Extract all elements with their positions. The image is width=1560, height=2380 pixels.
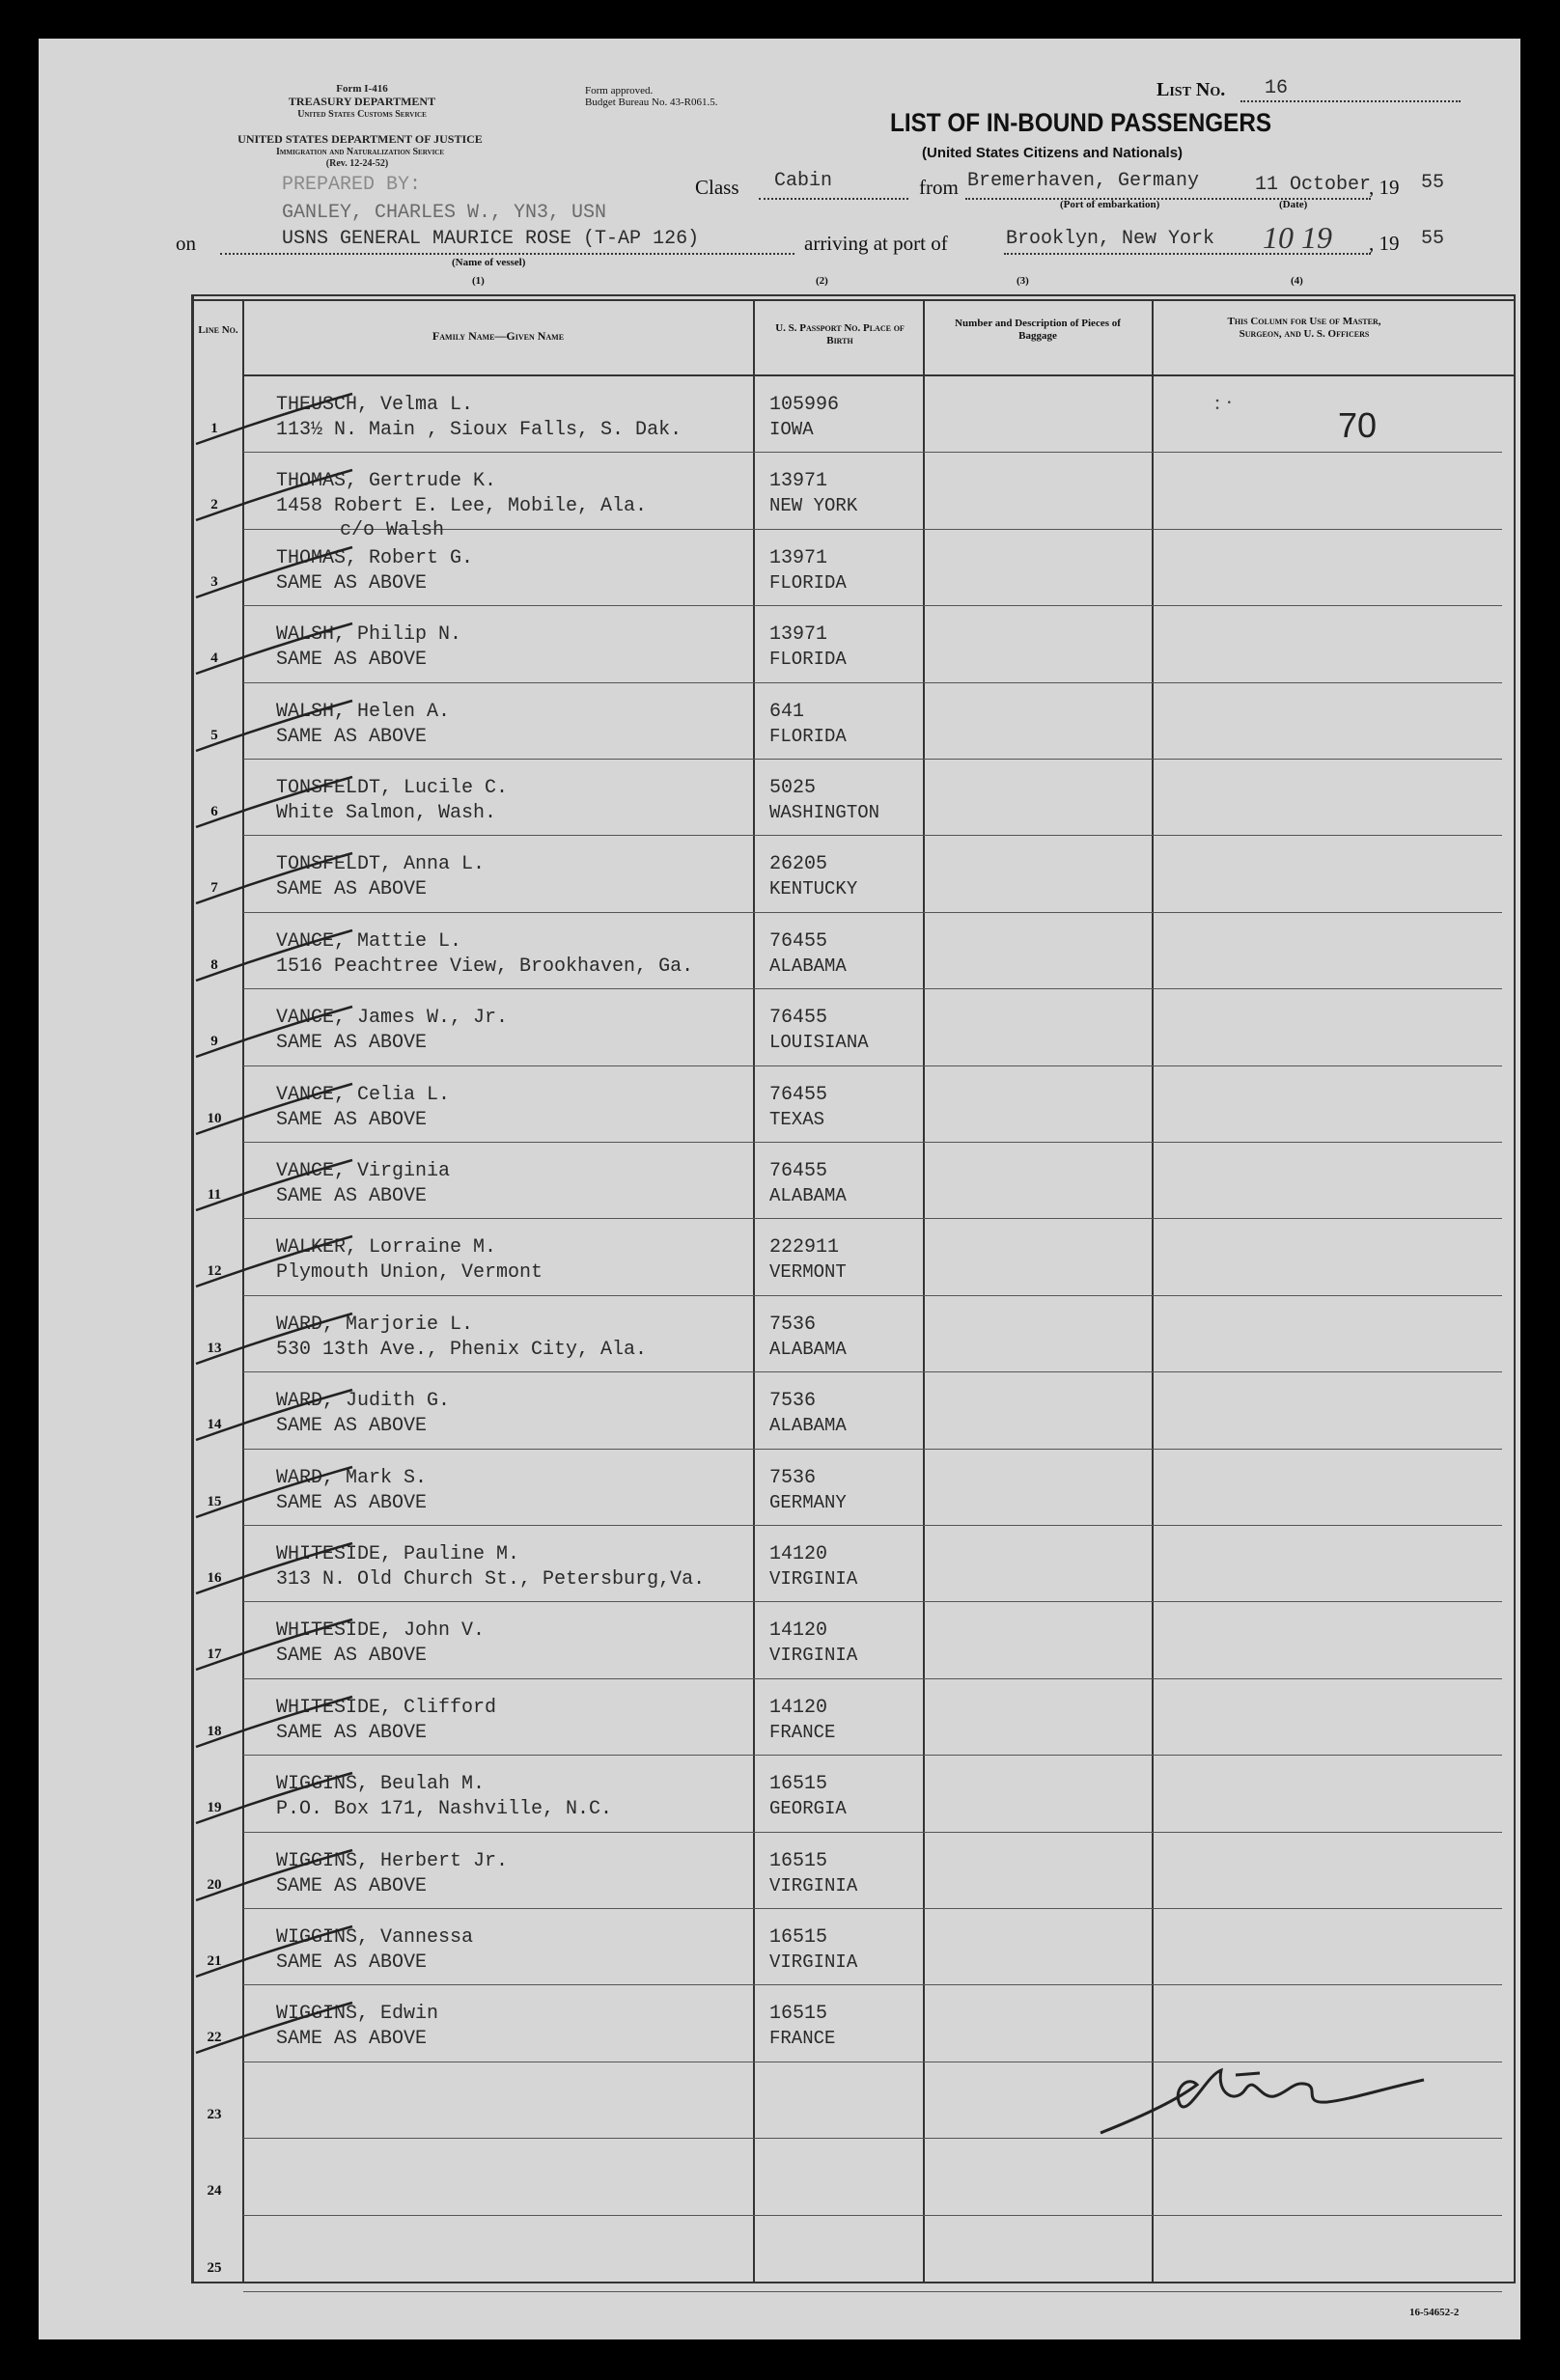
form-approved: Form approved. — [585, 85, 654, 97]
passenger-address: White Salmon, Wash. — [276, 802, 497, 824]
line-number: 1 — [210, 421, 218, 436]
line-number: 7 — [210, 880, 218, 897]
inspector-signature — [1091, 2046, 1438, 2143]
vessel-name: USNS GENERAL MAURICE ROSE (T-AP 126) — [282, 228, 700, 250]
year-1: 55 — [1421, 172, 1445, 194]
department-of-justice: UNITED STATES DEPARTMENT OF JUSTICE — [237, 132, 483, 146]
official-dots: : · — [1214, 390, 1233, 414]
passenger-name: WHITESIDE, Pauline M. — [276, 1543, 520, 1565]
passenger-name: WALSH, Philip N. — [276, 623, 462, 647]
official-count-mark: 70 — [1338, 405, 1378, 445]
passport-number: 222911 — [769, 1236, 840, 1259]
check-mark — [188, 999, 362, 1066]
row-rule — [243, 2291, 1502, 2292]
passenger-address: SAME AS ABOVE — [276, 1185, 428, 1207]
check-stroke — [196, 1084, 352, 1134]
check-mark — [188, 1076, 362, 1144]
list-no-value: 16 — [1265, 77, 1289, 99]
check-mark — [188, 462, 362, 530]
table-row — [193, 683, 1502, 760]
check-mark — [188, 1536, 362, 1603]
table-row — [193, 453, 1502, 529]
passport-number: 13971 — [769, 623, 828, 647]
place-of-birth: VIRGINIA — [769, 1645, 858, 1667]
passport-number: 16515 — [769, 2003, 828, 2026]
column-ref-3: (3) — [1017, 275, 1029, 287]
arrival-date-handwritten: 10 19 — [1263, 220, 1332, 255]
passenger-name: WARD, Mark S. — [276, 1466, 428, 1489]
table-row — [193, 1219, 1502, 1295]
place-of-birth: WASHINGTON — [769, 802, 880, 823]
year-prefix-2: , 19 — [1369, 232, 1400, 255]
passenger-address: SAME AS ABOVE — [276, 878, 428, 901]
line-number: 12 — [207, 1263, 222, 1280]
passport-number: 7536 — [769, 1390, 817, 1413]
class-value: Cabin — [774, 170, 833, 192]
passenger-name: TONSFELDT, Anna L. — [276, 853, 486, 876]
line-number: 18 — [207, 1723, 222, 1739]
passenger-address: P.O. Box 171, Nashville, N.C. — [276, 1798, 613, 1821]
check-stroke — [196, 623, 352, 674]
passenger-address: 313 N. Old Church St., Petersburg,Va. — [276, 1568, 706, 1591]
check-mark — [188, 1306, 362, 1373]
table-row — [193, 1756, 1502, 1832]
line-number: 9 — [210, 1034, 218, 1050]
line-number: 10 — [207, 1110, 222, 1126]
budget-bureau-no: Budget Bureau No. 43-R061.5. — [585, 97, 718, 108]
check-mark — [188, 693, 362, 761]
line-number: 23 — [207, 2106, 222, 2122]
line-number: 11 — [207, 1187, 222, 1203]
passport-number: 16515 — [769, 1849, 828, 1872]
table-row — [193, 1143, 1502, 1219]
form-title: LIST OF IN-BOUND PASSENGERS — [890, 108, 1272, 137]
check-mark — [188, 1612, 362, 1679]
vessel-rule — [220, 253, 794, 255]
line-number: 15 — [207, 1493, 222, 1509]
column-ref-1: (1) — [472, 275, 485, 287]
column-ref-4: (4) — [1291, 275, 1303, 287]
passenger-address: SAME AS ABOVE — [276, 1951, 428, 1974]
passenger-address: SAME AS ABOVE — [276, 571, 428, 595]
passport-number: 26205 — [769, 853, 828, 876]
place-of-birth: ALABAMA — [769, 1185, 847, 1206]
place-of-birth: LOUISIANA — [769, 1032, 869, 1054]
place-of-birth: VIRGINIA — [769, 1568, 858, 1590]
footer-form-code: 16-54652-2 — [1409, 2307, 1460, 2318]
vessel-caption: (Name of vessel) — [452, 257, 526, 268]
passenger-address: 1516 Peachtree View, Brookhaven, Ga. — [276, 955, 694, 978]
check-stroke — [196, 853, 352, 903]
check-mark — [188, 1995, 362, 2062]
check-stroke — [196, 1160, 352, 1210]
table-row — [193, 1679, 1502, 1756]
form-number: Form I-416 — [336, 83, 388, 95]
check-mark — [188, 616, 362, 683]
passenger-address: SAME AS ABOVE — [276, 1874, 428, 1897]
check-stroke — [196, 547, 352, 597]
form-subtitle: (United States Citizens and Nationals) — [922, 145, 1184, 161]
passenger-name: THOMAS, Robert G. — [276, 546, 474, 569]
from-rule — [965, 198, 1371, 200]
table-row — [193, 1450, 1502, 1526]
table-row — [193, 836, 1502, 912]
prepared-by-label: PREPARED BY: — [282, 174, 422, 196]
passport-number: 13971 — [769, 546, 828, 569]
table-row — [193, 1296, 1502, 1372]
place-of-birth: FRANCE — [769, 1721, 836, 1743]
place-of-birth: KENTUCKY — [769, 878, 858, 900]
check-stroke — [196, 777, 352, 827]
place-of-birth: GEORGIA — [769, 1798, 847, 1820]
preparer-name: GANLEY, CHARLES W., YN3, USN — [282, 202, 607, 224]
list-no-rule — [1240, 100, 1461, 102]
passenger-name: WHITESIDE, Clifford — [276, 1696, 497, 1719]
check-stroke — [196, 1619, 352, 1670]
check-mark — [188, 540, 362, 607]
passenger-address: SAME AS ABOVE — [276, 1415, 428, 1438]
table-row — [193, 1909, 1502, 1985]
check-mark — [188, 923, 362, 990]
check-stroke — [196, 394, 352, 444]
place-of-birth: ALABAMA — [769, 1338, 847, 1360]
col-header-baggage: Number and Description of Pieces of Baggage — [955, 318, 1121, 342]
check-mark — [188, 845, 362, 913]
check-mark — [188, 1919, 362, 1986]
check-stroke — [196, 1850, 352, 1900]
place-of-birth: FLORIDA — [769, 725, 847, 747]
line-number: 22 — [207, 2030, 222, 2046]
line-number: 24 — [207, 2183, 222, 2200]
passport-number: 14120 — [769, 1696, 828, 1719]
col-header-name: Family Name—Given Name — [432, 329, 565, 343]
line-number: 25 — [207, 2259, 222, 2276]
table-row — [193, 1372, 1502, 1449]
table-row — [193, 376, 1502, 453]
port-of-embarkation: Bremerhaven, Germany — [967, 170, 1200, 192]
passenger-name: WIGGINS, Herbert Jr. — [276, 1849, 509, 1872]
class-rule — [759, 198, 908, 200]
check-mark — [188, 1765, 362, 1833]
arrival-port: Brooklyn, New York — [1006, 228, 1215, 250]
passenger-address: SAME AS ABOVE — [276, 725, 428, 748]
table-row — [193, 606, 1502, 682]
check-stroke — [196, 2003, 352, 2053]
check-mark — [188, 769, 362, 837]
passenger-name: WHITESIDE, John V. — [276, 1619, 486, 1643]
date-caption: (Date) — [1279, 199, 1308, 210]
table-row — [193, 760, 1502, 836]
port-embarkation-caption: (Port of embarkation) — [1060, 199, 1160, 210]
passenger-address: 113½ N. Main , Sioux Falls, S. Dak. — [276, 419, 682, 441]
check-stroke — [196, 1773, 352, 1823]
place-of-birth: FLORIDA — [769, 571, 847, 594]
place-of-birth: VIRGINIA — [769, 1874, 858, 1896]
check-mark — [188, 386, 362, 454]
place-of-birth: VIRGINIA — [769, 1951, 858, 1973]
table-row — [193, 2139, 1502, 2215]
handwritten-care-of-note: c/o Walsh — [340, 519, 445, 541]
passport-number: 13971 — [769, 470, 828, 493]
passenger-name: VANCE, Virginia — [276, 1160, 451, 1182]
check-stroke — [196, 1543, 352, 1593]
line-number: 5 — [210, 727, 218, 743]
place-of-birth: ALABAMA — [769, 1415, 847, 1437]
line-number: 21 — [207, 1953, 222, 1969]
passenger-name: WARD, Marjorie L. — [276, 1313, 474, 1336]
line-number: 4 — [210, 650, 218, 667]
passport-number: 5025 — [769, 777, 817, 799]
table-row — [193, 989, 1502, 1065]
check-stroke — [196, 1390, 352, 1440]
passenger-address: SAME AS ABOVE — [276, 649, 428, 672]
passenger-address: SAME AS ABOVE — [276, 1108, 428, 1131]
check-stroke — [196, 1314, 352, 1364]
passenger-name: VANCE, Celia L. — [276, 1083, 451, 1106]
class-label: Class — [695, 176, 739, 199]
line-number: 3 — [210, 573, 218, 590]
passport-number: 76455 — [769, 1160, 828, 1182]
check-mark — [188, 1229, 362, 1296]
passenger-name: WARD, Judith G. — [276, 1390, 451, 1413]
line-number: 16 — [207, 1570, 222, 1586]
passport-number: 76455 — [769, 929, 828, 953]
check-mark — [188, 1459, 362, 1527]
passport-number: 16515 — [769, 1926, 828, 1949]
passenger-address: SAME AS ABOVE — [276, 1721, 428, 1744]
place-of-birth: GERMANY — [769, 1491, 847, 1513]
passenger-name: WIGGINS, Edwin — [276, 2003, 439, 2026]
col-header-officers: This Column for Use of Master, Surgeon, and U. S. Officers — [1227, 316, 1381, 340]
customs-service: United States Customs Service — [297, 109, 427, 120]
place-of-birth: ALABAMA — [769, 955, 847, 977]
place-of-birth: NEW YORK — [769, 495, 858, 517]
line-number: 8 — [210, 956, 218, 973]
passport-number: 7536 — [769, 1466, 817, 1489]
line-number: 6 — [210, 804, 218, 819]
place-of-birth: IOWA — [769, 419, 814, 440]
check-stroke — [196, 1007, 352, 1057]
check-stroke — [196, 1926, 352, 1977]
table-row — [193, 1833, 1502, 1909]
check-stroke — [196, 1697, 352, 1747]
passenger-address: SAME AS ABOVE — [276, 1645, 428, 1668]
passenger-address: Plymouth Union, Vermont — [276, 1261, 543, 1285]
ins-service: Immigration and Naturalization Service — [275, 147, 445, 157]
passenger-name: THEUSCH, Velma L. — [276, 394, 474, 416]
table-row — [193, 1602, 1502, 1678]
check-mark — [188, 1842, 362, 1910]
from-label: from — [919, 176, 959, 199]
table-row — [193, 1066, 1502, 1143]
passenger-name: WALSH, Helen A. — [276, 700, 451, 723]
line-number: 13 — [207, 1340, 222, 1356]
place-of-birth: TEXAS — [769, 1108, 825, 1130]
place-of-birth: FLORIDA — [769, 649, 847, 671]
year-prefix-1: , 19 — [1369, 176, 1400, 199]
passenger-address: SAME AS ABOVE — [276, 1491, 428, 1514]
place-of-birth: FRANCE — [769, 2028, 836, 2050]
check-stroke — [196, 1236, 352, 1287]
check-mark — [188, 1689, 362, 1757]
passport-number: 76455 — [769, 1007, 828, 1030]
treasury-department: TREASURY DEPARTMENT — [288, 95, 436, 108]
passenger-address: SAME AS ABOVE — [276, 2028, 428, 2051]
check-mark — [188, 1152, 362, 1220]
passenger-name: WALKER, Lorraine M. — [276, 1236, 497, 1259]
table-row — [193, 913, 1502, 989]
passport-number: 14120 — [769, 1619, 828, 1643]
passport-number: 76455 — [769, 1083, 828, 1106]
passenger-address: SAME AS ABOVE — [276, 1032, 428, 1055]
arriving-label: arriving at port of — [804, 232, 948, 255]
place-of-birth: VERMONT — [769, 1261, 847, 1284]
check-stroke — [196, 470, 352, 520]
line-number: 14 — [207, 1417, 222, 1433]
on-label: on — [176, 232, 196, 255]
check-stroke — [196, 701, 352, 751]
passenger-address: 530 13th Ave., Phenix City, Ala. — [276, 1338, 648, 1361]
passenger-name: VANCE, James W., Jr. — [276, 1007, 509, 1030]
check-stroke — [196, 930, 352, 981]
col-header-line-no: Line No. — [198, 324, 238, 336]
col-header-passport: U. S. Passport No. Place of Birth — [775, 322, 905, 346]
line-number: 2 — [210, 497, 218, 513]
check-stroke — [196, 1467, 352, 1517]
passenger-name: THOMAS, Gertrude K. — [276, 470, 497, 493]
embarkation-date: 11 October — [1255, 174, 1372, 196]
table-top-rule-2 — [191, 299, 1516, 301]
line-number: 19 — [207, 1800, 222, 1816]
passport-number: 14120 — [769, 1543, 828, 1565]
check-mark — [188, 1382, 362, 1450]
passport-number: 105996 — [769, 394, 840, 416]
year-2: 55 — [1421, 228, 1445, 250]
passport-number: 7536 — [769, 1313, 817, 1336]
passenger-name: WIGGINS, Beulah M. — [276, 1773, 486, 1796]
line-number: 17 — [207, 1647, 222, 1663]
revision-date: (Rev. 12-24-52) — [325, 158, 389, 169]
passenger-address: 1458 Robert E. Lee, Mobile, Ala. — [276, 495, 648, 518]
table-top-rule — [191, 294, 1516, 296]
passport-number: 16515 — [769, 1773, 828, 1796]
passenger-name: TONSFELDT, Lucile C. — [276, 777, 509, 799]
line-number: 20 — [207, 1876, 222, 1893]
list-no-label: List No. — [1156, 79, 1226, 100]
passport-number: 641 — [769, 700, 805, 723]
column-ref-2: (2) — [816, 275, 828, 287]
table-right-border — [1514, 294, 1516, 2283]
table-row — [193, 1526, 1502, 1602]
passenger-name: VANCE, Mattie L. — [276, 929, 462, 953]
table-row — [193, 2216, 1502, 2292]
passenger-name: WIGGINS, Vannessa — [276, 1926, 474, 1949]
